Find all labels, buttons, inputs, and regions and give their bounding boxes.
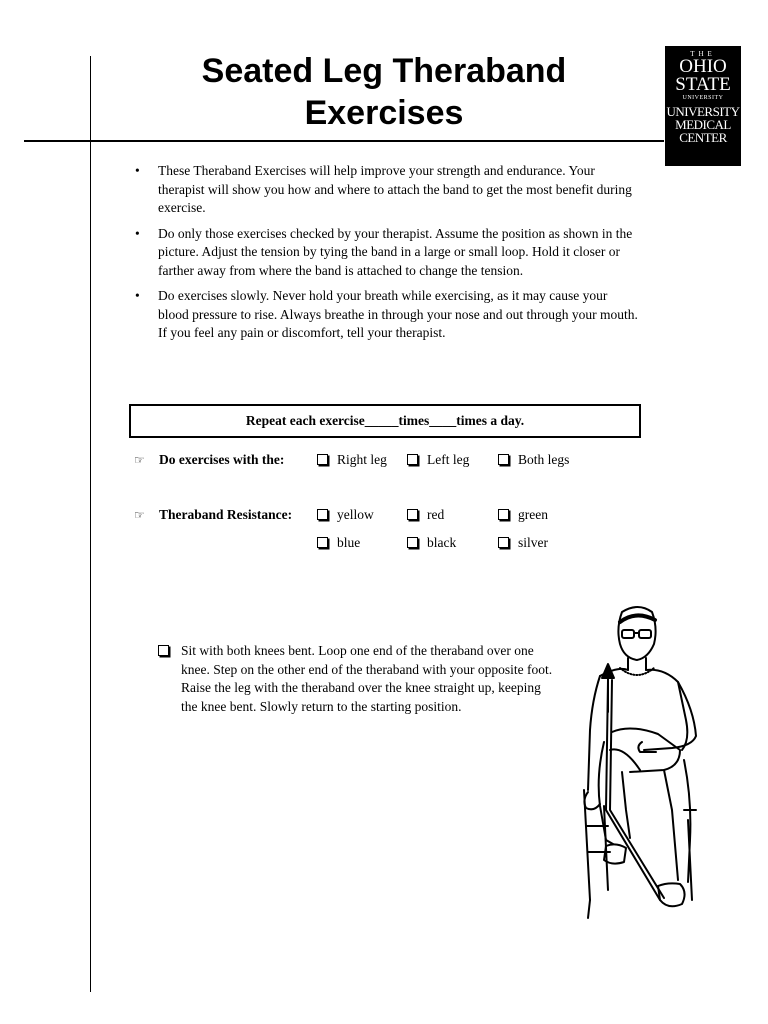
checkbox-icon xyxy=(317,509,328,520)
checkbox-icon xyxy=(317,537,328,548)
instruction-text: Do exercises slowly. Never hold your breath while exercising, as it may cause your blood pressure to rise. Always breathe in through your nose and out through your mouth. If you feel any pain or discomfort, tell your therapist. xyxy=(158,288,638,340)
checkbox-both-legs[interactable]: Both legs xyxy=(498,451,569,469)
instruction-item xyxy=(135,225,640,281)
checkbox-red[interactable]: red xyxy=(407,506,444,524)
bullet-marker: • xyxy=(135,225,140,241)
checkbox-icon xyxy=(407,454,418,465)
logo-center: CENTER xyxy=(679,130,727,145)
checkbox-blue[interactable]: blue xyxy=(317,534,360,552)
logo-university: UNIVERSITY xyxy=(666,104,740,119)
checkbox-right-leg[interactable]: Right leg xyxy=(317,451,387,469)
logo-university-small: UNIVERSITY xyxy=(682,95,724,101)
instruction-text: Do only those exercises checked by your therapist. Assume the position as shown in the picture. Adjust the tension by tying the band in a large or small loop. Hold it closer or farther away from where the band is attached to change the tension. xyxy=(158,225,633,278)
logo-medical: MEDICAL xyxy=(675,117,731,132)
pointing-hand-icon: ☞ xyxy=(134,508,145,522)
instruction-text: These Theraband Exercises will help improve your strength and endurance. Your therapist will show you how and where to attach the band to get the most benefit during exercise. xyxy=(158,163,632,215)
bullet-marker: • xyxy=(135,288,140,303)
checkbox-icon xyxy=(317,454,328,465)
checkbox-yellow[interactable]: yellow xyxy=(317,506,374,524)
instruction-item xyxy=(135,162,640,218)
checkbox-icon xyxy=(498,454,509,465)
repeat-text: Repeat each exercise_____times____times a day. xyxy=(245,413,525,428)
osu-medical-center-logo xyxy=(665,46,741,166)
checkbox-left-leg[interactable]: Left leg xyxy=(407,451,469,469)
exercise-checkbox[interactable] xyxy=(158,645,169,656)
title-line-1: Seated Leg Theraband xyxy=(201,52,567,90)
repeat-instructions-box xyxy=(129,404,641,438)
instruction-item xyxy=(135,287,640,343)
resistance-choice-row xyxy=(134,506,654,554)
header-rule xyxy=(24,140,664,142)
checkbox-black[interactable]: black xyxy=(407,534,456,552)
exercise-item xyxy=(158,642,558,716)
page-title xyxy=(150,50,618,134)
pointing-hand-icon: ☞ xyxy=(134,453,145,467)
logo-state: STATE xyxy=(675,74,731,95)
leg-choice-label: Do exercises with the: xyxy=(159,452,285,467)
left-margin-rule xyxy=(90,56,91,992)
checkbox-silver[interactable]: silver xyxy=(498,534,548,552)
logo-the: THE xyxy=(690,50,716,58)
bullet-marker: • xyxy=(135,163,140,178)
checkbox-green[interactable]: green xyxy=(498,506,548,524)
instruction-list xyxy=(135,162,640,350)
checkbox-icon xyxy=(498,509,509,520)
seated-leg-exercise-illustration xyxy=(560,600,710,930)
title-line-2: Exercises xyxy=(304,94,464,132)
checkbox-icon xyxy=(407,537,418,548)
leg-choice-row xyxy=(134,451,654,471)
logo-ohio: OHIO xyxy=(679,56,727,77)
checkbox-icon xyxy=(498,537,509,548)
exercise-text: Sit with both knees bent. Loop one end of the theraband over one knee. Step on the other end of the theraband with your opposite foot. Raise the leg with the theraband over the knee straight up, keeping the knee bent. Slowly return to the starting position. xyxy=(181,643,553,714)
checkbox-icon xyxy=(407,509,418,520)
resistance-label: Theraband Resistance: xyxy=(159,507,293,522)
